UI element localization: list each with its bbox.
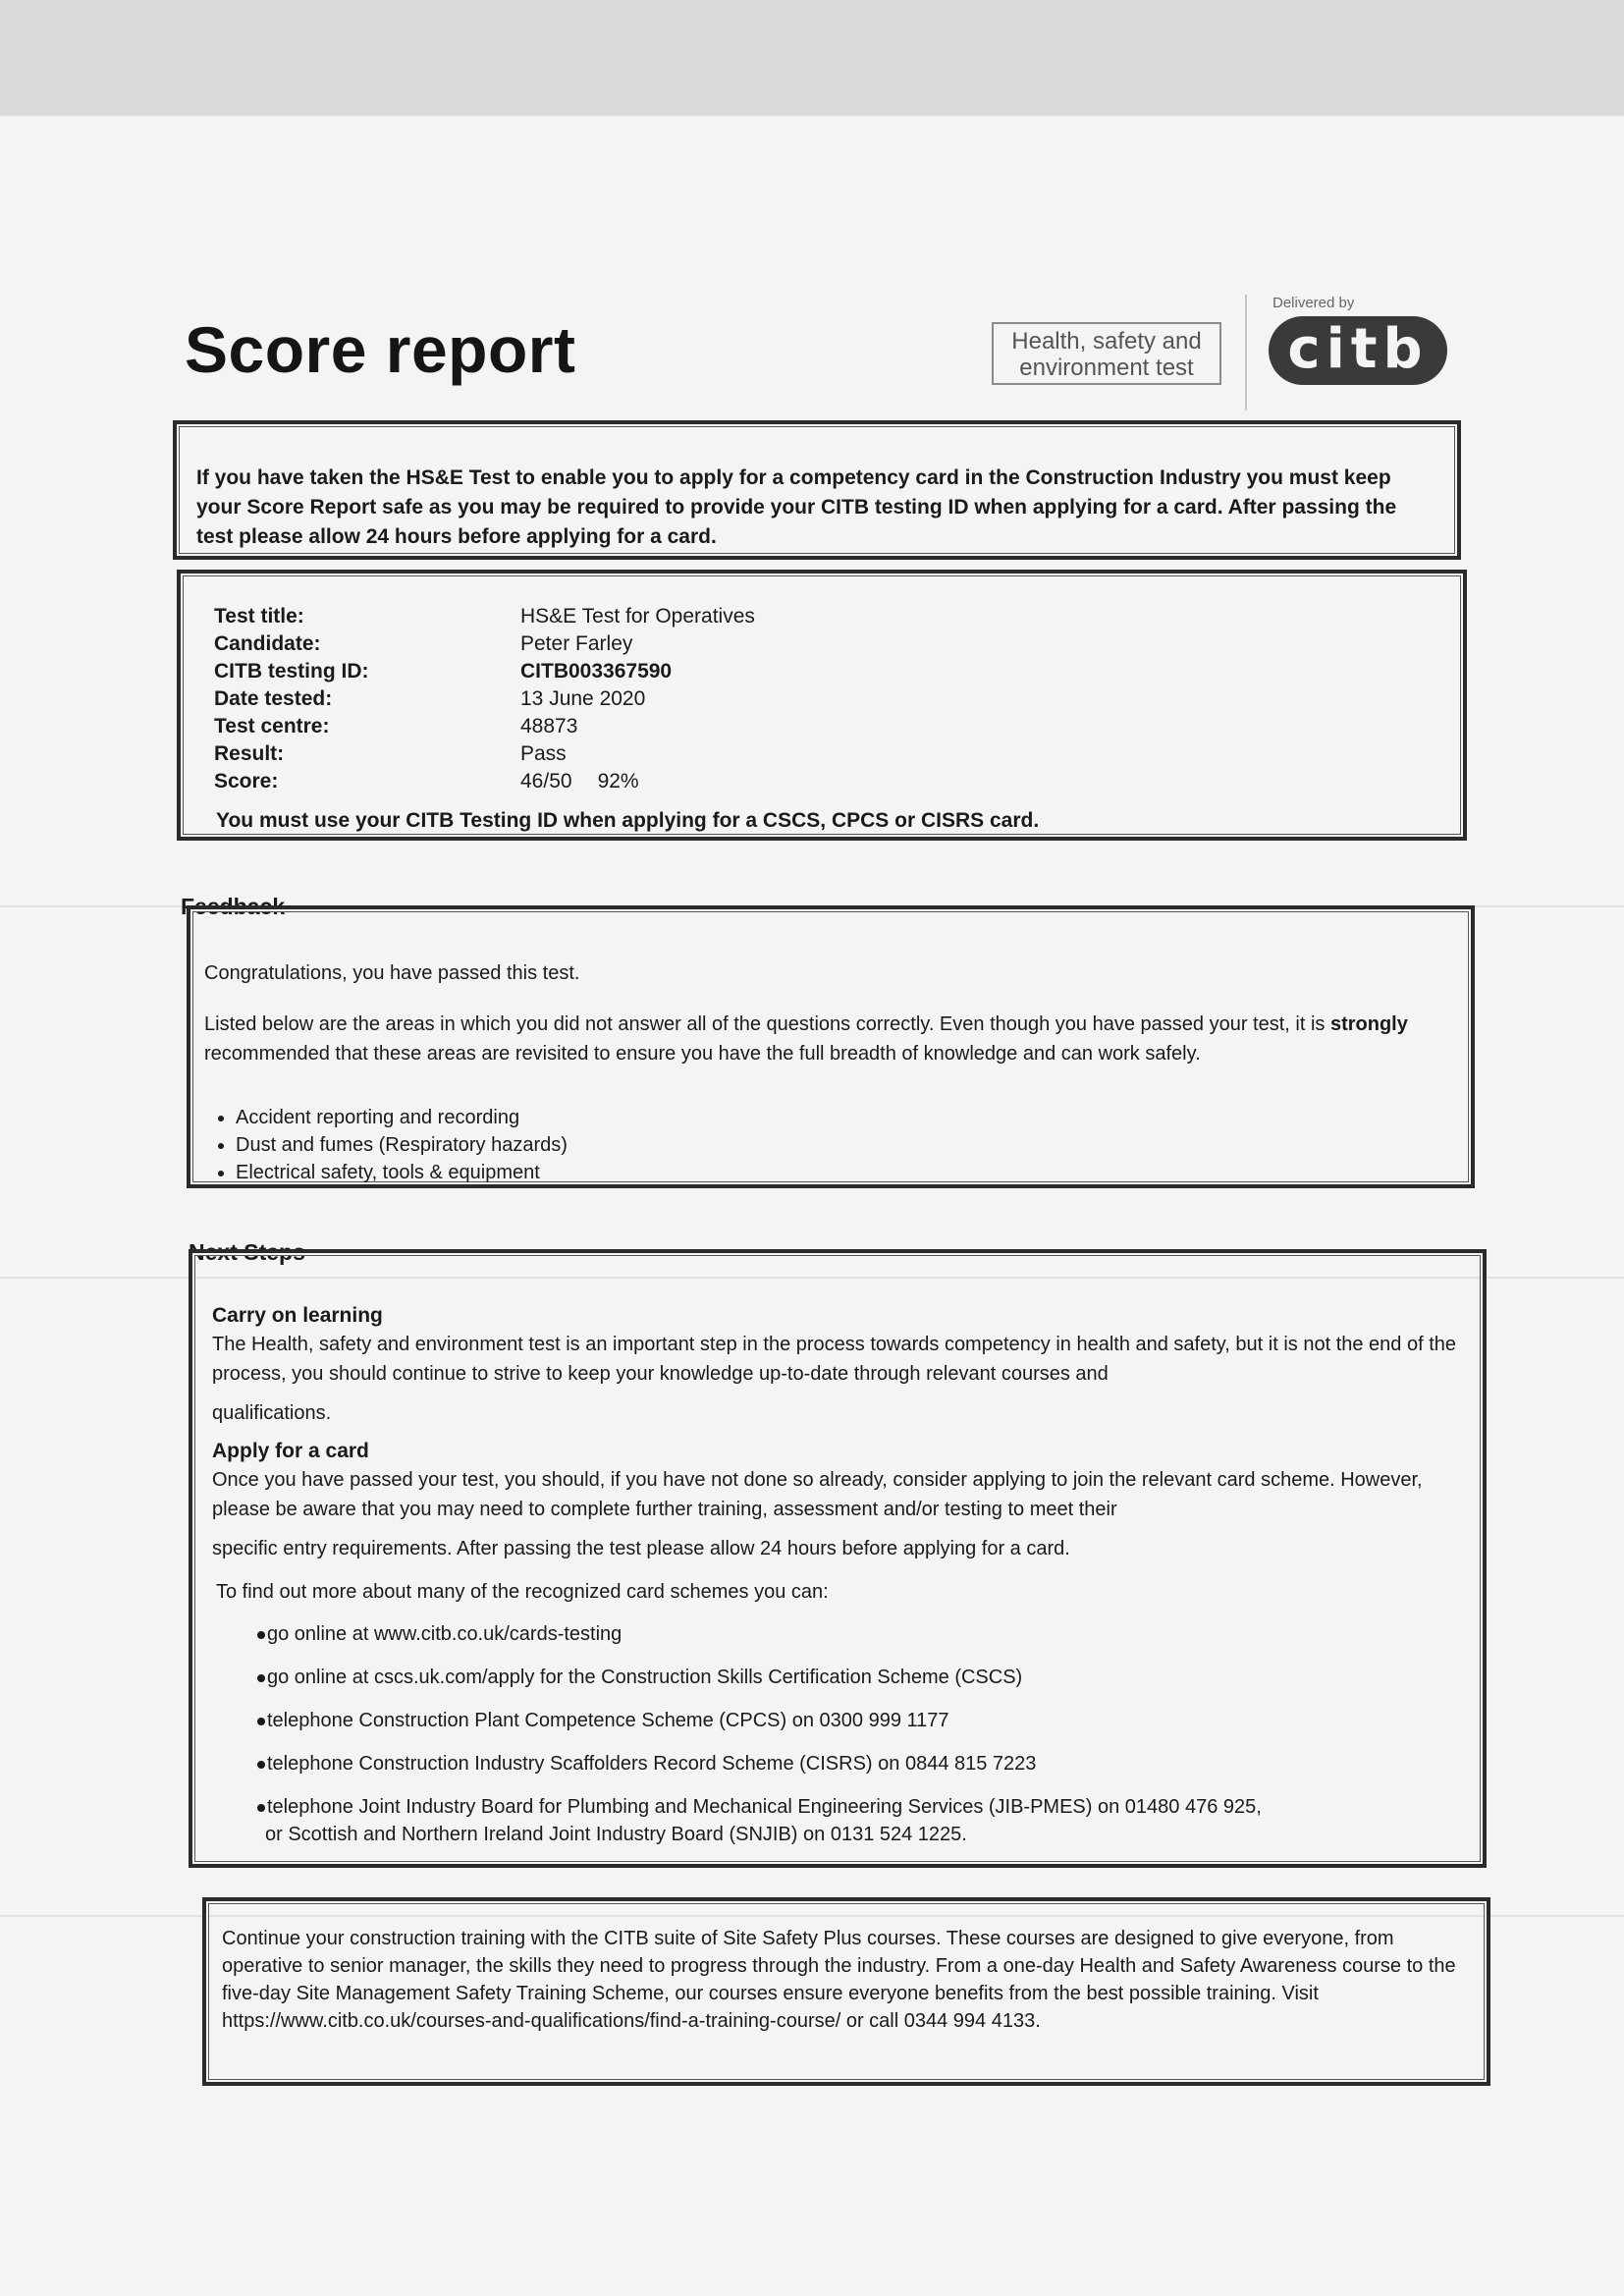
feedback-intro	[204, 1010, 1451, 1068]
detail-label: Test centre:	[214, 715, 330, 738]
notice-box	[173, 420, 1461, 560]
feedback-intro-text: Listed below are the areas in which you did not answer all of the questions correctly. Even though you have passed your test, it is	[204, 1013, 1330, 1035]
feedback-areas-list	[204, 1104, 1451, 1186]
list-item	[257, 1793, 1463, 1848]
detail-label: Score:	[214, 770, 279, 793]
bullet-icon	[257, 1804, 265, 1812]
list-item-text: telephone Joint Industry Board for Plumbing and Mechanical Engineering Services (JIB-PMES) on 01480 476 925,	[267, 1796, 1262, 1818]
list-item-text: telephone Construction Industry Scaffolders Record Scheme (CISRS) on 0844 815 7223	[267, 1753, 1037, 1775]
detail-label: CITB testing ID:	[214, 660, 369, 683]
list-item-text: go online at www.citb.co.uk/cards-testing	[267, 1623, 623, 1645]
carry-on-learning-text: qualifications.	[212, 1402, 332, 1424]
citb-logo: citb	[1269, 316, 1447, 385]
hse-test-logo	[992, 322, 1221, 385]
score-value: 46/50	[520, 770, 572, 793]
score-percent: 92%	[597, 770, 639, 793]
notice-text: If you have taken the HS&E Test to enable you to apply for a competency card in the Construction Industry you must keep your Score Report safe as you may be required to provide your CITB testing ID when applying for a card. After passing the test please allow 24 hours before applying for a card.	[196, 466, 1397, 548]
detail-value: Peter Farley	[520, 632, 633, 655]
feedback-intro-text: recommended that these areas are revisited to ensure you have the full breadth of knowledge and can work safely.	[204, 1043, 1201, 1065]
training-box	[202, 1897, 1490, 2086]
list-item: • Accident reporting and recording	[236, 1104, 1451, 1131]
next-steps-box	[189, 1249, 1487, 1868]
hse-logo-line: Health, safety and	[1011, 328, 1202, 355]
detail-value: 48873	[520, 715, 578, 738]
feedback-box	[187, 905, 1475, 1188]
detail-label: Date tested:	[214, 687, 333, 710]
bullet-icon	[257, 1674, 265, 1682]
list-item	[257, 1707, 1463, 1734]
training-text: Continue your construction training with the CITB suite of Site Safety Plus courses. These courses are designed to give everyone, from operative to senior manager, the skills they need to progress through the industry. From a one-day Health and Safety Awareness course to the five-day Site Management Safety Training Scheme, our courses ensure everyone benefits from the best possible training. Visit https://www.citb.co.uk/courses-and-qualifications/find-a-training-course/ or call 0344 994 4133.	[222, 1928, 1456, 2032]
logo-divider	[1245, 295, 1247, 410]
testing-id-instruction: You must use your CITB Testing ID when applying for a CSCS, CPCS or CISRS card.	[216, 809, 1040, 832]
detail-label: Test title:	[214, 605, 304, 628]
apply-for-card-text: specific entry requirements. After passing the test please allow 24 hours before applying for a card.	[212, 1538, 1070, 1559]
detail-value: 13 June 2020	[520, 687, 646, 710]
detail-label: Result:	[214, 742, 285, 765]
next-steps-heading: Next Steps	[189, 1239, 305, 1265]
list-item	[257, 1750, 1463, 1777]
test-details-box	[177, 570, 1467, 841]
list-item	[257, 1664, 1463, 1691]
carry-on-learning-text: The Health, safety and environment test is an important step in the process towards competency in health and safety, but it is not the end of the process, you should continue to strive to keep your knowledge up-to-date through relevant courses and	[212, 1334, 1457, 1385]
list-item-continuation: or Scottish and Northern Ireland Joint Industry Board (SNJIB) on 0131 524 1225.	[265, 1824, 967, 1845]
list-item: • Electrical safety, tools & equipment	[236, 1159, 1451, 1186]
page-title: Score report	[185, 313, 576, 386]
bullet-icon	[257, 1761, 265, 1769]
bullet-icon	[257, 1718, 265, 1725]
card-schemes-intro: To find out more about many of the recognized card schemes you can:	[216, 1581, 829, 1603]
detail-value: CITB003367590	[520, 660, 673, 683]
hse-logo-line: environment test	[1019, 355, 1194, 381]
feedback-congrats: Congratulations, you have passed this test.	[204, 962, 580, 984]
bullet-icon	[257, 1631, 265, 1639]
detail-value: Pass	[520, 742, 567, 765]
list-item: • Dust and fumes (Respiratory hazards)	[236, 1131, 1451, 1159]
detail-value	[520, 770, 639, 793]
list-item-text: telephone Construction Plant Competence Scheme (CPCS) on 0300 999 1177	[267, 1710, 949, 1731]
apply-for-card-text: Once you have passed your test, you should, if you have not done so already, consider applying to join the relevant card scheme. However, please be aware that you may need to complete further training, assessment and/or testing to meet their	[212, 1469, 1423, 1520]
delivered-by-label: Delivered by	[1272, 295, 1355, 311]
list-item	[257, 1620, 1463, 1648]
list-item-text: go online at cscs.uk.com/apply for the Construction Skills Certification Scheme (CSCS)	[267, 1667, 1023, 1688]
detail-value: HS&E Test for Operatives	[520, 605, 755, 628]
feedback-heading: Feedback	[181, 894, 286, 919]
detail-label: Candidate:	[214, 632, 321, 655]
card-schemes-list	[212, 1620, 1463, 1848]
carry-on-learning-heading: Carry on learning	[212, 1304, 383, 1327]
apply-for-card-heading: Apply for a card	[212, 1440, 369, 1462]
feedback-intro-emphasis: strongly	[1329, 1013, 1408, 1035]
